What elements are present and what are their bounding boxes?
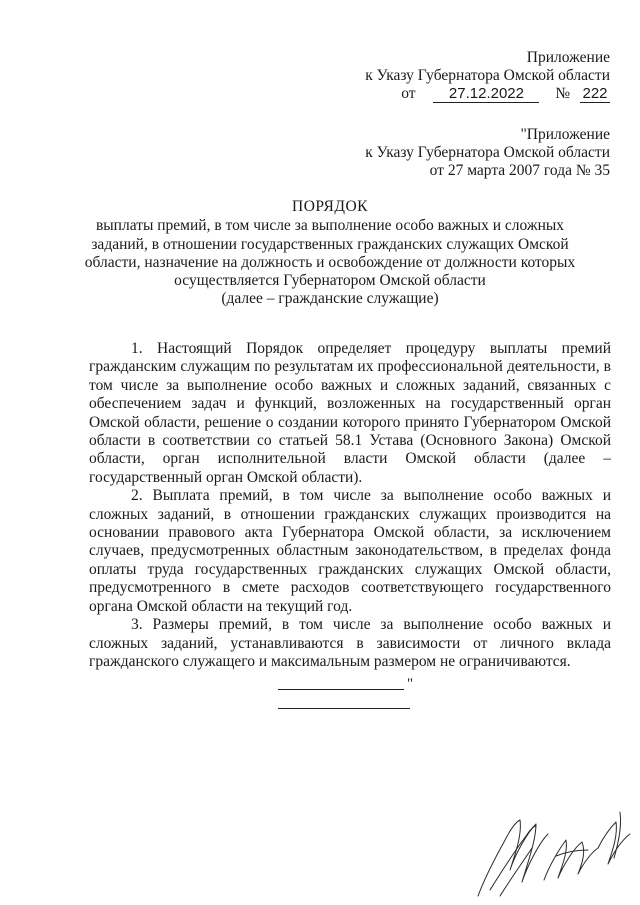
closing-rule — [278, 689, 404, 690]
decree-number-field: 222 — [580, 86, 610, 103]
previous-decree-reference: к Указу Губернатора Омской области — [365, 144, 610, 161]
attachment-label: Приложение — [526, 49, 610, 66]
closing-quote: " — [407, 676, 414, 692]
title-line: заданий, в отношении государственных гражданских служащих Омской — [91, 235, 569, 253]
attachment-decree-reference: к Указу Губернатора Омской области — [365, 67, 610, 84]
document-title — [70, 198, 590, 309]
paragraph: 3. Размеры премий, в том числе за выполнение особо важных и сложных заданий, устанавливаются в зависимости от личного вклада гражданского служащего и максимальным размером не ограничиваются. — [89, 616, 611, 670]
decree-date-field: 27.12.2022 — [433, 86, 539, 103]
title-line: (далее – гражданские служащие) — [221, 290, 439, 308]
document-body — [89, 340, 611, 671]
attachment-date-number-line — [365, 85, 610, 103]
attachment-header-previous — [365, 126, 610, 180]
date-prefix: от — [401, 85, 416, 102]
attachment-header-current — [365, 49, 610, 103]
previous-decree-date: от 27 марта 2007 года № 35 — [429, 162, 610, 179]
paragraph: 2. Выплата премий, в том числе за выполнение особо важных и сложных заданий, в отношении гражданских служащих производится на основании правового акта Губернатора Омской области, за исключением случаев, предусмотренных областным законодательством, в пределах фонда оплаты труда государственных гражданских служащих Омской области, предусмотренного в смете расходов соответствующего государственного органа Омской области на текущий год. — [89, 487, 611, 615]
title-line: области, назначение на должность и освобождение от должности которых — [84, 253, 576, 271]
handwritten-signature — [470, 800, 640, 900]
closing-rule — [278, 708, 410, 709]
number-prefix: № — [555, 85, 571, 102]
previous-attachment-label: "Приложение — [520, 126, 610, 143]
title-line: выплаты премий, в том числе за выполнение особо важных и сложных — [95, 217, 565, 235]
title-heading: ПОРЯДОК — [292, 198, 368, 215]
paragraph: 1. Настоящий Порядок определяет процедуру выплаты премий гражданским служащим по результатам их профессиональной деятельности, в том числе за выполнение особо важных и сложных заданий, связанных с обеспечением задач и функций, возложенных на государственный орган Омской области, решение о создании которого принято Губернатором Омской области в соответствии со статьей 58.1 Устава (Основного Закона) Омской области, орган исполнительной власти Омской области (далее – государственный орган Омской области). — [89, 340, 611, 486]
title-line: осуществляется Губернатором Омской области — [174, 272, 486, 290]
